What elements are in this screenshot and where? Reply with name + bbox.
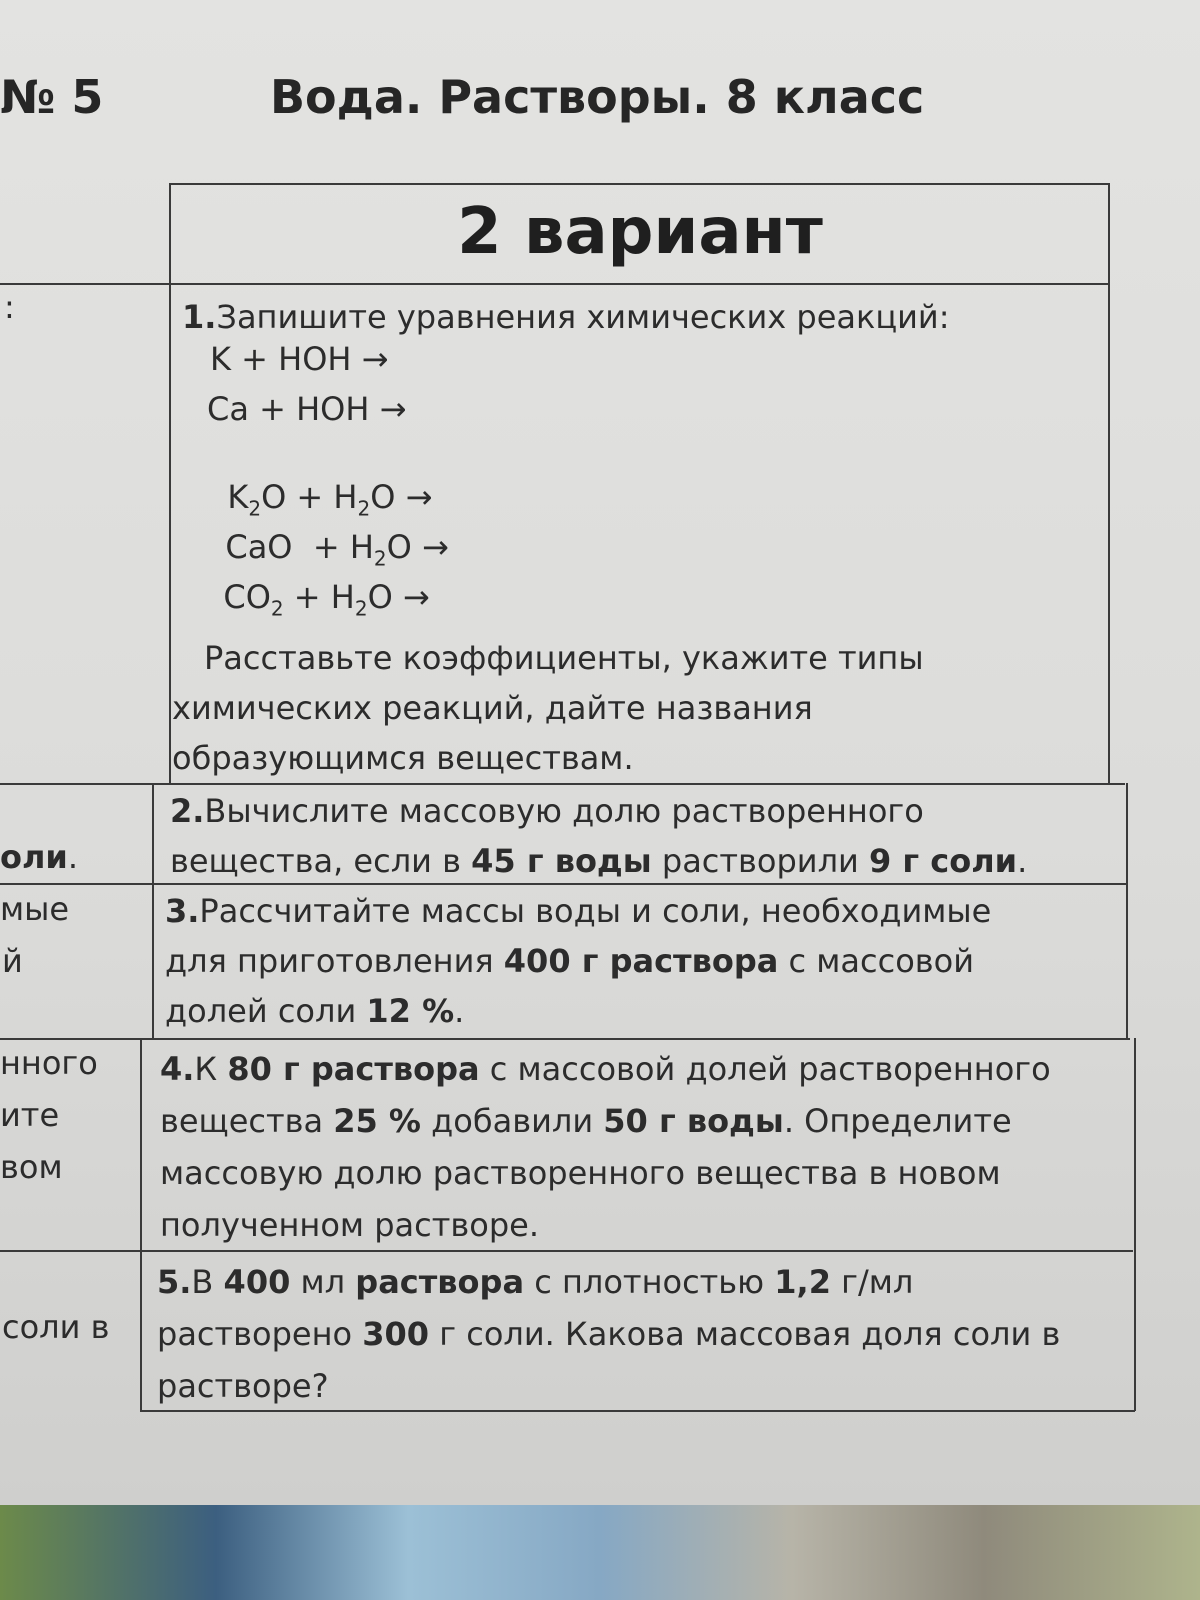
task-4-text: массовую долю растворенного вещества в новом bbox=[160, 1154, 1001, 1192]
task-1-text: Запишите уравнения химических реакций: bbox=[216, 298, 950, 336]
right-border-middle bbox=[1126, 783, 1128, 1038]
task-2-text: вещества, если в bbox=[170, 842, 472, 880]
task-3-prompt bbox=[165, 886, 1120, 1036]
task-3-text: с массовой bbox=[778, 942, 975, 980]
left-column-fragment: вом bbox=[0, 1148, 63, 1186]
task-4-text: вещества bbox=[160, 1102, 334, 1140]
equation-5-subscript: 2 bbox=[270, 596, 284, 621]
task-5-emphasis: 400 bbox=[223, 1263, 291, 1301]
left-column-emphasis: оли bbox=[0, 838, 68, 876]
task-2-prompt bbox=[170, 786, 1120, 886]
equation-1: K + HOH → bbox=[210, 340, 389, 378]
equation-3-part: O + H bbox=[261, 478, 358, 516]
equation-3-subscript: 2 bbox=[357, 496, 371, 521]
task-2-number: 2. bbox=[170, 792, 205, 830]
task-1-instructions bbox=[172, 633, 1102, 783]
task-5-emphasis: 1,2 bbox=[774, 1263, 831, 1301]
worksheet-number: № 5 bbox=[0, 70, 104, 124]
task-3-emphasis: 400 г раствора bbox=[503, 942, 779, 980]
equation-4-subscript: 2 bbox=[373, 546, 387, 571]
equation-3-part: K bbox=[227, 478, 249, 516]
task-3-emphasis: 12 % bbox=[366, 992, 455, 1030]
equation-5-part: CO bbox=[223, 578, 271, 616]
column-divider-2 bbox=[152, 783, 154, 1038]
right-border-upper bbox=[1108, 183, 1110, 783]
task-5-text: растворено bbox=[157, 1315, 363, 1353]
task-4-text: К bbox=[194, 1050, 228, 1088]
row-divider-header bbox=[0, 283, 1110, 285]
desk-background bbox=[0, 1505, 1200, 1600]
task-2-emphasis: 45 г воды bbox=[471, 842, 652, 880]
task-3-text: долей соли bbox=[165, 992, 367, 1030]
task-4-text: . Определите bbox=[783, 1102, 1012, 1140]
task-4-emphasis: 50 г воды bbox=[603, 1102, 784, 1140]
equation-2: Ca + HOH → bbox=[207, 390, 407, 428]
task-2-text: Вычислите массовую долю растворенного bbox=[204, 792, 924, 830]
task-2-emphasis: 9 г соли bbox=[869, 842, 1018, 880]
equation-3-part: O → bbox=[370, 478, 433, 516]
left-column-fragment: : bbox=[4, 288, 15, 326]
task-5-emphasis: 300 bbox=[362, 1315, 430, 1353]
task-5-text: мл bbox=[290, 1263, 356, 1301]
left-column-fragment: нного bbox=[0, 1044, 98, 1082]
task-2-text: растворили bbox=[651, 842, 869, 880]
task-3-text: . bbox=[454, 992, 465, 1030]
equation-5-subscript: 2 bbox=[354, 596, 368, 621]
task-1-prompt bbox=[182, 292, 1102, 342]
column-divider-3 bbox=[140, 1038, 142, 1411]
task-5-text: г соли. Какова массовая доля соли в bbox=[429, 1315, 1061, 1353]
task-5-text: В bbox=[191, 1263, 224, 1301]
row-divider-1 bbox=[0, 783, 1125, 785]
column-divider-1 bbox=[169, 183, 171, 783]
task-4-text: с массовой долей растворенного bbox=[479, 1050, 1051, 1088]
task-5-emphasis: раствора bbox=[355, 1263, 525, 1301]
left-column-fragment: й bbox=[2, 942, 23, 980]
variant-heading: 2 вариант bbox=[457, 195, 823, 269]
task-2-text: . bbox=[1017, 842, 1028, 880]
left-column-fragment: мые bbox=[0, 890, 70, 928]
task-5-text: растворе? bbox=[157, 1367, 329, 1405]
left-column-fragment: ите bbox=[0, 1096, 60, 1134]
task-4-text: добавили bbox=[420, 1102, 604, 1140]
task-4-number: 4. bbox=[160, 1050, 195, 1088]
instruction-line: химических реакций, дайте названия bbox=[172, 689, 813, 727]
task-3-number: 3. bbox=[165, 892, 200, 930]
worksheet-title: Вода. Растворы. 8 класс bbox=[270, 70, 925, 124]
task-4-text: полученном растворе. bbox=[160, 1206, 539, 1244]
equation-4-part: CaO + H bbox=[225, 528, 374, 566]
equation-5 bbox=[203, 540, 430, 620]
left-column-fragment: соли в bbox=[2, 1308, 110, 1346]
task-3-text: Рассчитайте массы воды и соли, необходимые bbox=[199, 892, 992, 930]
table-top-border bbox=[170, 183, 1108, 185]
equation-5-part: O → bbox=[367, 578, 430, 616]
task-5-text: с плотностью bbox=[524, 1263, 775, 1301]
row-divider-3 bbox=[0, 1038, 1130, 1040]
task-1-number: 1. bbox=[182, 298, 217, 336]
instruction-line: образующимся веществам. bbox=[172, 739, 634, 777]
task-5-text: г/мл bbox=[830, 1263, 914, 1301]
left-column-fragment bbox=[0, 838, 78, 876]
task-5-number: 5. bbox=[157, 1263, 192, 1301]
right-border-lower bbox=[1134, 1038, 1136, 1411]
task-3-text: для приготовления bbox=[165, 942, 504, 980]
left-column-text: . bbox=[67, 838, 79, 876]
task-4-emphasis: 80 г раствора bbox=[227, 1050, 480, 1088]
equation-3-subscript: 2 bbox=[248, 496, 262, 521]
equation-5-part: + H bbox=[283, 578, 355, 616]
task-4-emphasis: 25 % bbox=[333, 1102, 421, 1140]
task-4-prompt bbox=[160, 1043, 1130, 1251]
equation-4-part: O → bbox=[386, 528, 449, 566]
instruction-line: Расставьте коэффициенты, укажите типы bbox=[204, 639, 924, 677]
task-5-prompt bbox=[157, 1256, 1132, 1412]
